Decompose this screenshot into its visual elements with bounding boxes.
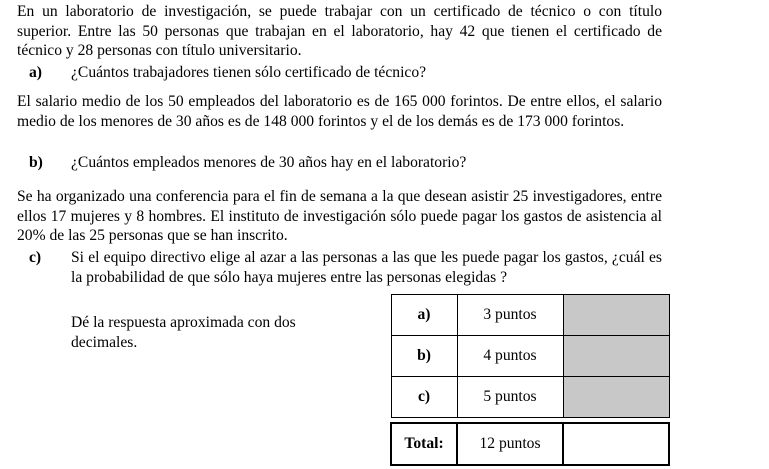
- question-c-label: c): [29, 249, 42, 266]
- score-total-points: 12 puntos: [457, 423, 563, 465]
- question-a-label: a): [29, 64, 42, 81]
- score-row-a-blank: [563, 295, 669, 336]
- score-row-b-blank: [563, 336, 669, 377]
- answer-precision-note: Dé la respuesta aproximada con dos decimales.: [71, 314, 296, 351]
- score-total-blank: [563, 423, 669, 465]
- score-row-c: [391, 377, 669, 418]
- question-b-label: b): [29, 154, 43, 171]
- question-a-text: ¿Cuántos trabajadores tienen sólo certificado de técnico?: [71, 64, 427, 81]
- score-table: [390, 294, 670, 466]
- score-row-b-label: b): [391, 336, 457, 377]
- score-row-b: [391, 336, 669, 377]
- score-row-total: [391, 423, 669, 465]
- score-row-a-points: 3 puntos: [457, 295, 563, 336]
- score-total-label: Total:: [391, 423, 457, 465]
- intro-paragraph-laboratory: En un laboratorio de investigación, se puede trabajar con un certificado de técnico o con título superior. Entre las 50 personas que trabajan en el laboratorio, hay 42 que tienen el certificado de técnico y 28 personas con título universitario.: [17, 3, 662, 59]
- score-row-b-points: 4 puntos: [457, 336, 563, 377]
- score-row-c-blank: [563, 377, 669, 418]
- question-c-text: Si el equipo directivo elige al azar a las personas a las que les puede pagar los gastos, ¿cuál es la probabilidad de que sólo haya mujeres entre las personas elegidas ?: [71, 249, 662, 286]
- score-row-a-label: a): [391, 295, 457, 336]
- score-row-c-label: c): [391, 377, 457, 418]
- salary-paragraph: El salario medio de los 50 empleados del laboratorio es de 165 000 forintos. De entre ellos, el salario medio de los menores de 30 años es de 148 000 forintos y el de los demás es de 173 000 forintos.: [17, 93, 662, 130]
- question-b-text: ¿Cuántos empleados menores de 30 años hay en el laboratorio?: [71, 154, 467, 171]
- score-row-c-points: 5 puntos: [457, 377, 563, 418]
- score-row-a: [391, 295, 669, 336]
- conference-paragraph: Se ha organizado una conferencia para el fin de semana a la que desean asistir 25 investigadores, entre ellos 17 mujeres y 8 hombres. El instituto de investigación sólo puede pagar los gastos de asistencia al 20% de las 25 personas que se han inscrito.: [17, 188, 662, 244]
